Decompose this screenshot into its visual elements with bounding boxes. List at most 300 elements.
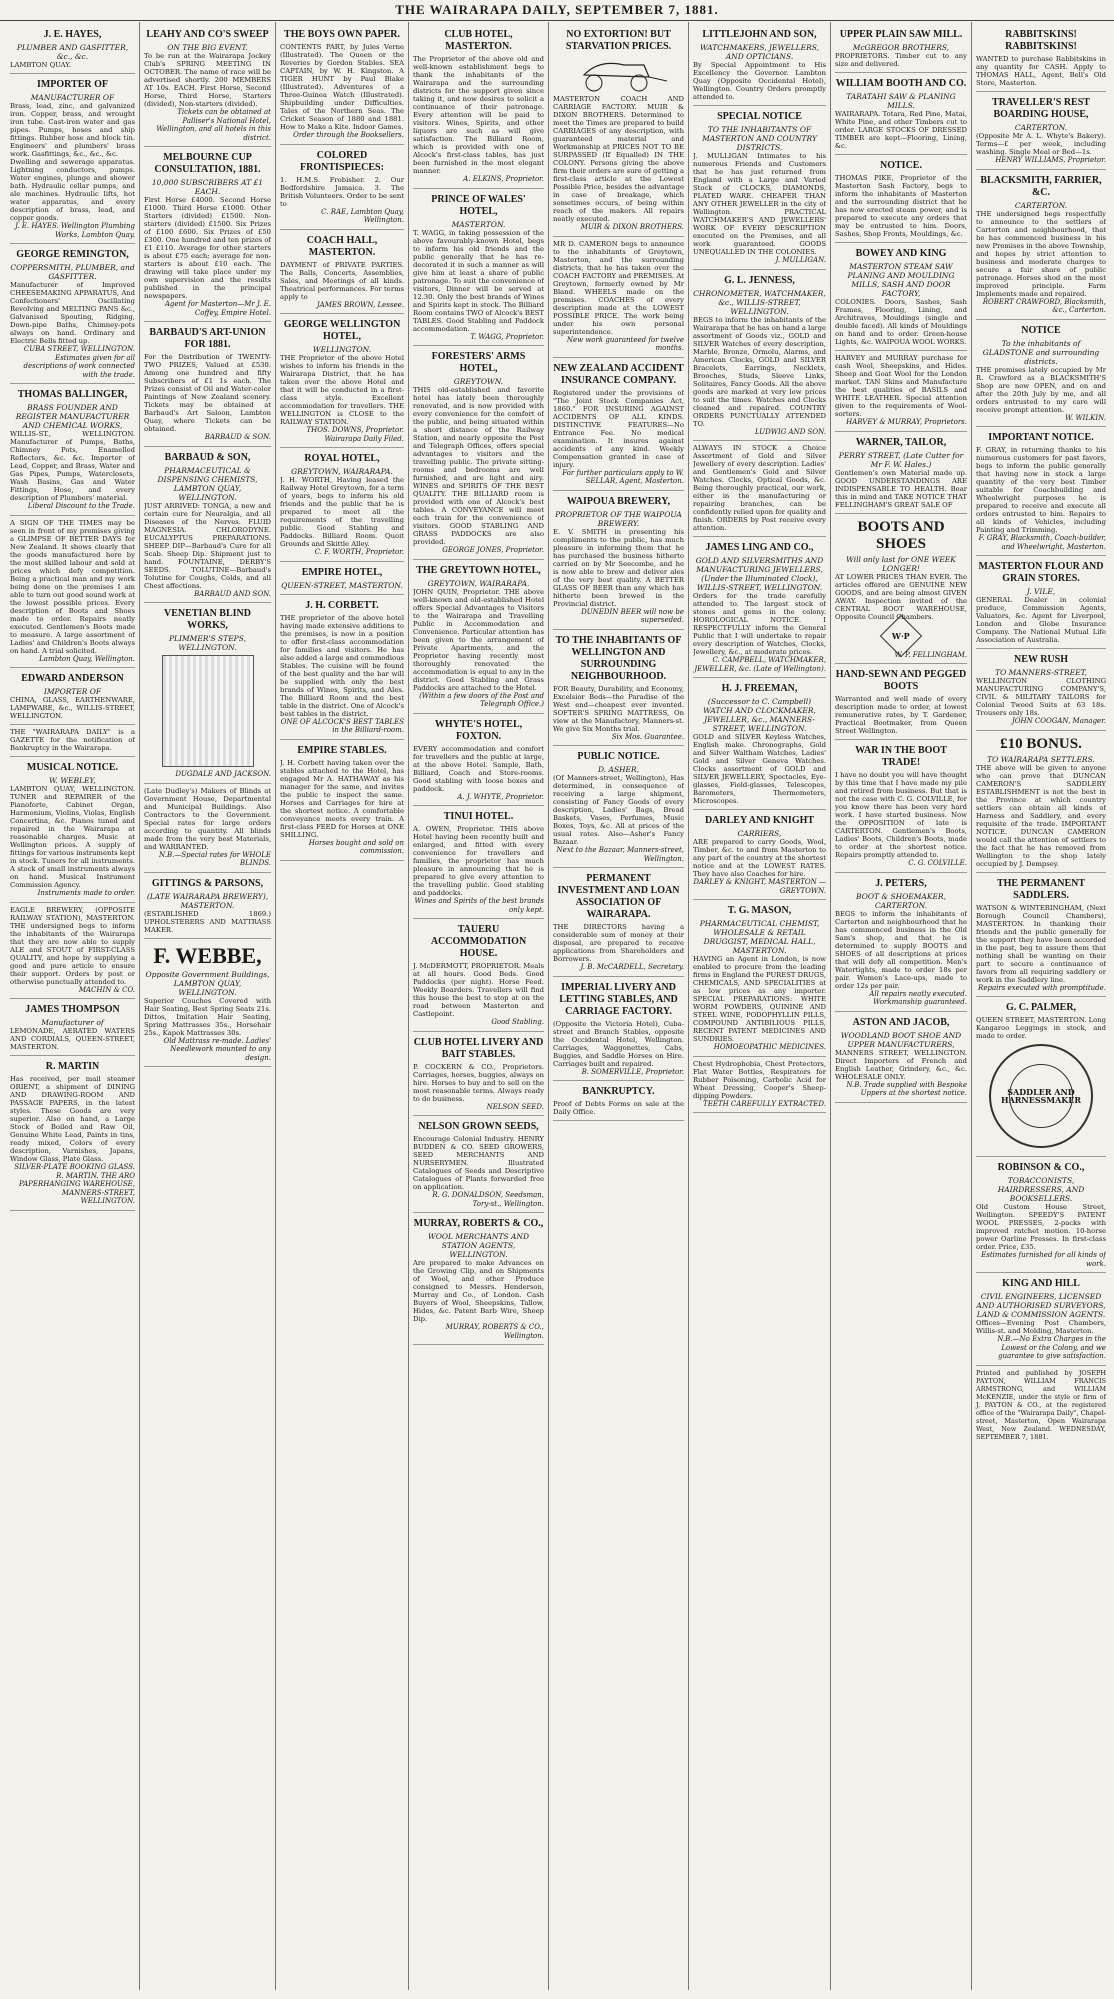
ad-subheading: COPPERSMITH, PLUMBER, and GASFITTER. xyxy=(10,263,135,281)
advertisement xyxy=(280,314,404,448)
advertisement xyxy=(413,1116,544,1213)
ad-subheading: GREYTOWN, WAIRARAPA. xyxy=(291,467,393,476)
ad-heading: EDWARD ANDERSON xyxy=(21,673,124,684)
advertisement xyxy=(280,24,404,145)
column-4 xyxy=(409,22,549,1990)
ad-signature: TEETH CAREFULLY EXTRACTED. xyxy=(703,1099,826,1108)
ad-signature: Wines and Spirits of the best brands only kept. xyxy=(414,897,544,914)
column-6 xyxy=(689,22,831,1990)
advertisement xyxy=(835,664,967,740)
ad-heading: BANKRUPTCY. xyxy=(582,1086,655,1097)
ad-signature: Liberal Discount to the Trade. xyxy=(27,502,135,510)
advertisement xyxy=(413,24,544,189)
ad-subheading: CARRIERS, xyxy=(737,829,782,838)
ad-body: THOMAS PIKE, Proprietor of the Masterton Sash Factory, begs to inform the inhabitants of Masterton and the surrounding district that he has now erected steam power, and is prepared to execute any orders that may be entrusted to him. Doors, Sashes, Shop Fronts, Mouldings, &c. xyxy=(835,174,967,238)
ad-heading: IMPORTER OF xyxy=(36,79,109,90)
ad-body: PROPRIETORS. Timber cut to any size and delivered. xyxy=(835,52,967,68)
ad-body: QUEEN STREET, MASTERTON. Long Kangaroo Leggings in stock, and made to order. xyxy=(976,1016,1106,1040)
ad-subheading: W. WEBLEY, xyxy=(49,776,96,785)
ad-heading: LEAHY AND CO'S SWEEP xyxy=(146,29,269,40)
ad-body: Gentlemen's own Material made up. GOOD UNDERSTANDINGS ARE INDISPENSABLE TO HEALTH. Bear this in mind and TAKE NOTICE THAT FELLINGHAM'S GREAT SALE OF xyxy=(835,468,967,509)
advertisement xyxy=(976,427,1106,556)
advertisement xyxy=(280,562,404,595)
ad-heading: VENETIAN BLIND WORKS, xyxy=(164,608,251,631)
ad-heading: G. C. PALMER, xyxy=(1005,1002,1077,1013)
ad-body: A SIGN OF THE TIMES may be seen in front of my premises giving a GLIMPSE OF BETTER DAYS for New Zealand. It shows clearly that the goods manufactured here by the most skilled labour and sold at prices which defy competition. Being a practical man and my work being done on the premises I am able to turn out good sound work at the lowest possible prices. Every description of Boots and Shoes made to order. Repairs neatly executed. Gentlemen's Boots made to measure. A large assortment of Ladies' and Children's Boots always on hand. A trial solicited. xyxy=(10,518,135,655)
ad-body: THE premises lately occupied by Mr R. Crawford as a BLACKSMITH'S Shop are now OPEN, and on and after the 20th July by me, and all orders entrusted to my care will receive prompt attention. xyxy=(976,365,1106,414)
advertisement xyxy=(976,320,1106,428)
ad-body: I have no doubt you will have thought by this time that I have made my pile and retired from business. But that is not the case with C. G. COLVILLE, for you know there has been very hard work. I have started business. Now the OPPOSITION of late is CARTERTON. Gentlemen's Boots, Ladies' Boots, Children's Boots, made to order at the shortest notice. Repairs promptly attended to. xyxy=(835,771,967,859)
ad-heading: TAUERU ACCOMMODATION HOUSE. xyxy=(430,924,527,959)
advertisement xyxy=(10,24,135,74)
ad-signature: JOHN COOGAN, Manager. xyxy=(1011,717,1106,725)
column-5 xyxy=(549,22,689,1990)
ad-signature: MUIR & DIXON BROTHERS. xyxy=(580,223,684,231)
ad-signature: W. P. FELLINGHAM. xyxy=(894,650,967,659)
advertisement xyxy=(976,997,1106,1157)
ad-body: P. COCKERN & CO., Proprietors. Carriages, horses, buggies, always on hire. Horses to buy and to sell on the most reasonable terms. Always ready to do business. xyxy=(413,1062,544,1103)
advertisement xyxy=(976,1273,1106,1366)
advertisement xyxy=(10,668,135,725)
ad-subheading: 10,000 SUBSCRIBERS AT £1 EACH. xyxy=(151,178,264,196)
ad-heading: £10 BONUS. xyxy=(1000,735,1082,752)
ad-signature: ROBERT CRAWFORD, Blacksmith, &c., Carterton. xyxy=(982,297,1106,314)
ad-subheading: TARATAHI SAW & PLANING MILLS. xyxy=(846,92,956,110)
ad-signature: All repairs neatly executed. Workmanship guaranteed. xyxy=(869,989,967,1006)
ad-subheading: PLIMMER'S STEPS, WELLINGTON. xyxy=(169,634,246,652)
ad-subheading: IMPORTER OF xyxy=(43,687,102,696)
advertisement xyxy=(10,999,135,1056)
advertisement xyxy=(280,448,404,562)
ad-heading: WAR IN THE BOOT TRADE! xyxy=(855,745,947,768)
advertisement xyxy=(144,873,271,939)
ad-signature: Old Mattrass re-made. Ladies' Needlework mounted to any design. xyxy=(163,1036,271,1062)
ad-heading: ASTON AND JACOB, xyxy=(852,1016,950,1028)
ad-heading: F. WEBBE, xyxy=(153,942,262,968)
advertisement xyxy=(144,784,271,873)
ad-body: EAGLE BREWERY, (OPPOSITE RAILWAY STATION), MASTERTON. THE undersigned begs to inform the inhabitants of the Wairarapa that they are now able to supply ALE and STOUT of FIRST-CLASS QUALITY, and hope by supplying a good and pure article to ensure their support. Orders by post or otherwise punctually attended to. xyxy=(10,905,135,986)
ad-signature: Order through the Booksellers. xyxy=(293,131,404,139)
advertisement xyxy=(693,106,826,270)
ad-signature: HARVEY & MURRAY, Proprietors. xyxy=(846,418,967,426)
ad-signature: N.B.—Special rates for WHOLE BLINDS. xyxy=(159,850,271,867)
ad-body: MANNERS STREET, WELLINGTON. Direct Importers of French and English Leather, Grindery, &c., &c. WHOLESALE ONLY. xyxy=(835,1048,967,1081)
advertisement xyxy=(835,351,967,432)
ad-signature: (Within a few doors of the Post and Telegraph Office.) xyxy=(419,691,544,708)
ad-subheading: CHRONOMETER, WATCHMAKER, &c., WILLIS-STREET, WELLINGTON. xyxy=(693,288,826,316)
column-8 xyxy=(972,22,1110,1990)
ad-body: 1. H.M.S. Frobisher. 2. Our Bedfordshire Jamaica. 3. The British Volunteers. Order to be sent to xyxy=(280,175,404,208)
ad-heading: IMPORTANT NOTICE. xyxy=(988,432,1094,443)
ad-body: A. OWEN, Proprietor. THIS above Hotel having been recently built and enlarged, and fitted with every convenience for travellers and families, the proprietor has much pleasure in announcing that he is prepared to give every attention to the travelling public. Good stabling and paddocks. xyxy=(413,825,544,897)
ad-subheading: PLUMBER AND GASFITTER, &c., &c. xyxy=(16,43,129,61)
ad-subheading: ON THE BIG EVENT. xyxy=(167,43,248,52)
ad-signature: SILVER-PLATE BOOKING GLASS. R. MARTIN. THE ARO PAPERHANGING WAREHOUSE, MANNERS-STREET, WELLINGTON. xyxy=(14,1163,135,1205)
ad-heading: GEORGE REMINGTON, xyxy=(16,249,129,260)
ad-body: Old Custom House Street, Wellington. SPEEDY'S PATENT WOOL PRESSES, 2-packs with improved ratchet motion. 10-horse power Oarline Presses. In first-class order. Price, £35. xyxy=(976,1203,1106,1251)
ad-signature: J. B. McCARDELL, Secretary. xyxy=(580,963,684,971)
ad-subheading: TO MANNERS-STREET, xyxy=(995,668,1087,677)
ad-heading: WHYTE'S HOTEL, FOXTON. xyxy=(434,718,523,742)
advertisement xyxy=(693,900,826,1057)
ad-body: Are prepared to make Advances on the Growing Clip, and on Shipments of Wool, and other Produce consigned to Messrs. Henderson, Murray and Co., of London. Cash Buyers of Wool, Sheepskins, Tallow, Hides, &c. Patent Barb Wire, Sheep Dip. xyxy=(413,1259,544,1323)
ad-body: (ESTABLISHED 1869.) UPHOLSTERERS AND MATTRASS MAKER. xyxy=(144,909,271,934)
advertisement xyxy=(553,237,684,358)
advertisement xyxy=(835,155,967,243)
ad-heading: KING AND HILL xyxy=(1002,1278,1080,1289)
ad-signature: C. F. WORTH, Proprietor. xyxy=(314,548,404,556)
ad-body: Superior Couches Covered with Hair Seating, Best Spring Seats 21s. Dittos, Imitation Hair Seating, Spring Mattrasses 35s., Horsehair 25s., Kapok Mattrasses 30s. xyxy=(144,996,271,1037)
ad-heading: THE BOYS OWN PAPER. xyxy=(284,29,400,40)
ad-heading: JAMES LING AND CO., xyxy=(705,542,814,553)
ad-body: MR D. CAMERON begs to announce to the inhabitants of Greytown, Masterton, and the surrounding districts, that he has taken over the COACH FACTORY and PREMISES. At Greytown, formerly owned by Mr Bland. WHEELS made on the premises. COACHES of every description made at the LOWEST POSSIBLE PRICE. The work being under his own personal superintendence. xyxy=(553,239,684,336)
ad-heading: FORESTERS' ARMS HOTEL, xyxy=(431,351,526,374)
ad-subheading: MANUFACTURER OF xyxy=(30,93,115,102)
advertisement xyxy=(280,740,404,861)
ad-heading: COLORED FRONTISPIECES: xyxy=(300,149,384,173)
ad-signature: A. J. WHYTE, Proprietor. xyxy=(457,792,544,801)
ad-signature: For further particulars apply to W. SELLAR, Agent, Masterton. xyxy=(562,468,684,485)
advertisement xyxy=(10,74,135,244)
advertisement xyxy=(553,1081,684,1121)
ad-body: J. McDERMOTT, PROPRIETOR. Meals at all hours. Good Beds. Good Paddocks (per night). Horse Feed. Weekly Boarders. Travellers will find this house the best to stop at on the road between Masterton and Castlepoint. xyxy=(413,962,544,1018)
advertisement xyxy=(413,560,544,714)
ad-body: (Late Dudley's) Makers of Blinds at Government House, Departmental and Municipal Buildings. Also Contractors to the Government. Special rates for large orders according to quantity. All blinds made from the very best Materials, and WARRANTED. xyxy=(144,786,271,851)
ad-heading: G. L. JENNESS, xyxy=(724,274,795,286)
ad-signature: W. WILKIN. xyxy=(1065,413,1106,422)
advertisement xyxy=(280,595,404,740)
advertisement xyxy=(976,649,1106,731)
ad-signature: Horses bought and sold on commission. xyxy=(308,838,404,855)
ad-body: Offices—Evening Post Chambers, Willis-st. and Molding, Masterton. xyxy=(976,1319,1106,1335)
ad-signature: R. G. DONALDSON, Seedsman, Tory-st., Wellington. xyxy=(432,1191,544,1208)
ad-body: BEGS to inform the inhabitants of Carterton and neighbourhood that he has commenced business in the Old Sam's shop, and that he is determined to supply BOOTS and SHOES of all descriptions at prices that will defy all competition. Men's Watertights, made to order 18s per pair. Women's Lace-ups, made to order 12s per pair. xyxy=(835,909,967,990)
advertisement xyxy=(144,603,271,784)
ad-heading: IMPERIAL LIVERY AND LETTING STABLES, AND CARRIAGE FACTORY. xyxy=(559,981,678,1017)
column-2 xyxy=(140,22,276,1990)
ad-body: THIS old-established and favorite hotel has lately been thoroughly renovated, and is now provided with every convenience for the comfort of the public, and being situated within a short distance of the Railway Station, and nearly opposite the Post and Telegraph Offices, offers special advantages to visitors and the travelling public. The private sitting-rooms and bedrooms are well furnished, and are light and airy. WINES and SPIRITS OF THE BEST QUALITY. THE BILLIARD room is provided with one of Alcock's best tables. A CONVEYANCE will meet each train for the convenience of visitors. GOOD STABLING AND GRASS PADDOCKS are also provided. xyxy=(413,386,544,546)
ad-heading: H. J. FREEMAN, xyxy=(721,683,798,694)
ad-body: WILLIS-ST., WELLINGTON. Manufacturer of Pumps, Baths, Chimney Pots, Enamelled Reflectors, &c. &c. Importer of Lead, Copper, and Brass, Water and Gas Pipes, Pumps, Waterclosets, Wash Basins, Gas and Water Fittings, Hose, and every description of Plumbers' material. xyxy=(10,430,135,502)
ad-heading: JAMES THOMPSON xyxy=(25,1004,120,1015)
ad-subheading: MASTERTON. xyxy=(451,219,506,229)
ad-heading: PUBLIC NOTICE. xyxy=(577,751,660,762)
ad-body: HAVING an Agent in London, is now enabled to procure from the leading firms in England the PUREST DRUGS, CHEMICALS, AND SPECIALITIES at as low prices as any importer. SPECIAL PREPARATIONS: WHITE WORM POWDERS, QUININE AND STEEL WINE, PODOPHYLLIN PILLS, COMPOUND ANTIBILIOUS PILLS, RECENT PATENT MEDICINES AND SUNDRIES. xyxy=(693,955,826,1043)
ad-body: LEMONADE, AERATED WATERS AND CORDIALS, QUEEN-STREET, MASTERTON. xyxy=(10,1027,135,1051)
ad-subheading: CARTERTON. xyxy=(1014,123,1068,132)
ad-subheading: To the inhabitants of GLADSTONE and surrounding districts. xyxy=(982,338,1100,366)
advertisement xyxy=(413,1032,544,1117)
ad-body: T. WAGG, in taking possession of the above favourably-known Hotel, begs to inform his old friends and the public generally that he has re-decorated it in such a manner as will give him at least a share of public patronage. To suit the convenience of visitors, Dinner will be served at 12.30. Only the best brands of Wines and Spirits kept in stock. The Billiard Room contains TWO of Alcock's BEST TABLES. Good Stabling and Paddock accommodation. xyxy=(413,228,544,333)
ad-signature: Estimates furnished for all kinds of work. xyxy=(981,1251,1106,1268)
ad-subheading: TO THE INHABITANTS OF MASTERTON AND COUNTRY DISTRICTS. xyxy=(702,125,817,152)
ad-body: HARVEY and MURRAY purchase for cash Wool, Sheepskins, and Hides. Sheep and Goat Wool for the London market. TAN Skins and Manufacture the best qualities of BASILS and WHITE LEATHER. Special attention given to the requirements of Wool-sorters. xyxy=(835,354,967,418)
ad-body: ALWAYS IN STOCK a Choice Assortment of Gold and Silver Jewellery of every description. Ladies' and Gentlemen's Gold and Silver Watches. Clocks, Optical Goods, &c. Being thoroughly practical, our work, either in the manufacturing or repairing branches, can be confidently relied upon for quality and finish. ORDERS by Post receive every attention. xyxy=(693,444,826,532)
advertisement xyxy=(835,740,967,873)
ad-heading: ROBINSON & CO., xyxy=(997,1162,1085,1173)
ad-heading: SPECIAL NOTICE xyxy=(717,111,802,122)
ad-signature: Instruments made to order. xyxy=(37,889,135,897)
advertisement xyxy=(144,939,271,1068)
ad-body: THE "WAIRARAPA DAILY" is a GAZETTE for the notification of Bankruptcy in the Wairarapa. xyxy=(10,728,135,752)
ad-body: Registered under the provisions of "The Joint Stock Companies Act, 1860." FOR INSURING AGAINST ACCIDENTS OF ALL KINDS. DISTINCTIVE FEATURES—No Entrance Fee. No medical examination. It insures against accidents of any kind. Weekly Compensation granted in case of injury. xyxy=(553,388,684,469)
ad-body: AT LOWER PRICES THAN EVER. The articles offered are GENUINE NEW GOODS, and are being almost GIVEN AWAY. Inspection invited of the CENTRAL BOOT WAREHOUSE, Opposite Council Chambers. xyxy=(835,572,967,621)
ad-body: MASTERTON COACH AND CARRIAGE FACTORY. MUIR & DIXON BROTHERS. Determined to meet the Times are prepared to build CARRIAGES of any description, with guaranteed material and Workmanship at PRICES NOT TO BE SURPASSED (If Equalled) IN THE COLONY. Persons giving the above firm their orders are sure of getting a first-class article at the Lowest Possible Price, besides the advantage in case of breakage, which sometimes occurs, of being within reach of the makers. All repairs neatly executed. xyxy=(553,95,684,223)
ad-body: Brass, lead, zinc, and galvanized iron. Copper, brass, and wrought iron tube. Cast-iron water and gas pipes. Pumps, hoses and ship fittings. Rubber hose and block tin. Engineers' and plumbers' brass work. Gasfittings, &c., &c., &c. xyxy=(10,102,135,158)
advertisement xyxy=(10,384,135,516)
ad-heading: NOTICE xyxy=(1021,324,1061,336)
ad-signature: N.B.—No Extra Charges in the Lowest or the Colony, and we guarantee to give satisfaction. xyxy=(997,1335,1106,1360)
trade-mark-emblem xyxy=(835,621,967,651)
ad-body: EVERY accommodation and comfort for travellers and the public at large, at the above Hotel. Sample, Bath, Billiard, Coach and Store-rooms. Good stabling with loose boxes and paddock. xyxy=(413,744,544,793)
ad-heading: NEW RUSH xyxy=(1014,654,1068,665)
advertisement xyxy=(835,73,967,155)
ad-body: THE undersigned begs respectfully to announce to the settlers of Carterton and neighbourhood, that he has commenced business in his new Premises in the above Township, and hopes by strict attention to business and moderate charges to secure a fair share of public patronage. Horses shod on the most improved principle. Farm Implements made and repaired. xyxy=(976,209,1106,298)
advertisement xyxy=(413,1213,544,1345)
advertisement xyxy=(553,977,684,1082)
ad-signature: C. RAE, Lambton Quay, Wellington. xyxy=(321,207,404,224)
imprint-footer: Printed and published by JOSEPH PAYTON, WILLIAM FRANCIS ARMSTRONG, and WILLIAM McKENZIE, under the style or firm of J. PAYTON & CO., at the registered office of the "Wairarapa Daily", Chapel-street, Masterton, Open Wairarapa West, New Zealand. WEDNESDAY, SEPTEMBER 7, 1881. xyxy=(976,1368,1106,1441)
ad-heading: THOMAS BALLINGER, xyxy=(17,389,128,400)
ad-signature: NELSON SEED. xyxy=(486,1102,544,1111)
ad-heading: MUSICAL NOTICE. xyxy=(26,762,119,773)
ad-signature: A. ELKINS, Proprietor. xyxy=(463,175,544,183)
ad-heading: BARBAUD'S ART-UNION FOR 1881. xyxy=(149,327,266,350)
ad-signature: CUBA STREET, WELLINGTON. Estimates given for all descriptions of work connected with the trade. xyxy=(23,345,135,379)
ad-heading: T. G. MASON, xyxy=(727,905,792,916)
ad-body: By Special Appointment to His Excellency the Governor. Lambton Quay (Opposite Occidental Hotel), Wellington. Country Orders promptly attended to. xyxy=(693,61,826,101)
ad-signature: MACHIN & CO. xyxy=(78,985,135,994)
ad-body: WANTED to purchase Rabbitskins in any quantity for CASH. Apply to THOMAS HALL, Agent, Bell's Old Store, Masterton. xyxy=(976,55,1106,87)
ad-signature: BARBAUD AND SON. xyxy=(194,589,271,598)
ad-body: CONTENTS PART, by Jules Verne (Illustrated). The Queen or the Reveries by Gordon Stables. SEA CAPTAIN, by W. H. Kingston. A TIGER HUNT by Paul Blake (Illustrated). Adventures of a Three-Guinea Watch (Illustrated). Shipbuilding under Difficulties. Tales of the Northern Seas. The Cricket Season of 1880 and 1881. How to Make a Kite. Indoor Games. xyxy=(280,43,404,131)
stamp-text: SADDLER AND HARNESSMAKER xyxy=(1009,1064,1073,1128)
ad-body: WATSON & WINTERINGHAM, (Next Borough Council Chambers), MASTERTON. In thanking their friends and the public generally for the support they have been accorded in the past, beg to assure them that nothing shall be wanting on their part to secure a continuance of favors from all requiring saddlery or work in the Saddlery line. xyxy=(976,903,1106,984)
ad-body: (Opposite the Victoria Hotel), Cuba-street and Branch Stables, opposite the Occidental Hotel, Wellington. Carriages, Waggonettes, Cabs, Buggies, and Saddle Horses on Hire. Carriages built and repaired. xyxy=(553,1019,684,1068)
ad-body: J. H. WORTH, Having leased the Railway Hotel Greytown, for a term of years, begs to inform his old friends and the public that he is prepared to meet all the requirements of the travelling public. Good Stabling and Paddocks. Billiard Room. Quoit Grounds and Skittle Alley. xyxy=(280,476,404,548)
ad-signature: F. GRAY, Blacksmith, Coach-builder, and Wheelwright, Masterton. xyxy=(978,534,1106,551)
ad-body: THE DIRECTORS having a considerable sum of money at their disposal, are prepared to receive applications from Shareholders and Borrowers. xyxy=(553,923,684,963)
ad-heading: J. H. CORBETT. xyxy=(305,599,379,611)
ad-body: F. GRAY, in returning thanks to his numerous customers for past favors, begs to inform the public generally that having now in stock a large quantity of the very best Timber suitable for Coachbuilding and Wheelwright purposes he is prepared to receive and execute all orders entrusted to him. Repairs to all kinds of Vehicles, including Painting and Trimming. xyxy=(976,446,1106,534)
ad-heading: UPPER PLAIN SAW MILL. xyxy=(839,29,963,40)
advertisement xyxy=(835,1012,967,1103)
ad-subheading: GREYTOWN. xyxy=(453,377,504,386)
ad-heading: EMPIRE HOTEL, xyxy=(301,566,383,578)
ad-heading: BARBAUD & SON, xyxy=(164,451,251,463)
ad-body: Orders for the trade carefully attended to. The largest stock of stones and gems in the colony. HOROLOGICAL NOTICE. I RESPECTFULLY inform the General Public that I will undertake to repair every description of Watches, Clocks, Jewellery, &c., at moderate prices. xyxy=(693,592,826,656)
ad-subheading: QUEEN-STREET, MASTERTON. xyxy=(281,580,403,590)
ad-signature: DUGDALE AND JACKSON. xyxy=(175,770,271,778)
ad-body: First Horse £4000. Second Horse £1000. Third Horse £1000. Other Starters (divided) £1500. Non-starters (divided) £1500. Six Prizes of £100 £600. Six Prizes of £50 £300. One hundred and ten prizes of £1 £110. Average for other starters is about £75 each; average for non-starters is about £10 each. The drawing will take place under my own supervision and the results published in the principal newspapers. xyxy=(144,196,271,300)
advertisement xyxy=(553,358,684,491)
ad-signature: Six Mos. Guarantee. xyxy=(611,732,684,741)
ad-body: (Opposite Mr A. L. Whyte's Bakery). Terms—£ per week, including washing. Single Meal or Bed—1s. xyxy=(976,132,1106,156)
advertisement xyxy=(553,868,684,977)
ad-body: BEGS to inform the inhabitants of the Wairarapa that he has on hand a large assortment of Goods viz., GOLD and SILVER Watches of every description, Marble, Bronze, Ormolu, Alarms, and American Clocks, GOLD and SILVER Bracelets, Earrings, Necklets, Brooches, Studs, Sleeve Links, Solitaires, Fancy Goods. All the above goods are marked at very low prices to suit the times. Watches and Clocks cleaned and repaired. COUNTRY ORDERS PUNCTUALLY ATTENDED TO. xyxy=(693,315,826,428)
ad-subheading: Opposite Government Buildings, LAMBTON QUAY, WELLINGTON. xyxy=(145,969,270,997)
ad-heading: BOWEY AND KING xyxy=(855,248,947,259)
ad-subheading: WOOL MERCHANTS AND STATION AGENTS, WELLINGTON. xyxy=(428,1232,529,1259)
ad-heading: NELSON GROWN SEEDS, xyxy=(418,1121,539,1132)
ad-subheading: (LATE WAIRARAPA BREWERY), MASTERTON. xyxy=(146,891,269,910)
ad-body: Has received, per mail steamer ORIENT, a shipment of DINING AND DRAWING-ROOM AND PASSAGE PAPERS, in the latest styles. These Goods are very superior. Also on hand, a Large Stock of Boiled and Raw Oil, Genuine White Lead, Paints in tins, ready mixed, Colors of every description, Varnishes, Japans, Window Glass, Plate Glass. xyxy=(10,1075,135,1163)
advertisement xyxy=(835,24,967,73)
advertisement xyxy=(835,243,967,351)
ad-subheading: Will only last for ONE WEEK LONGER! xyxy=(846,554,956,573)
advertisement xyxy=(144,447,271,604)
ad-signature: J. MULLIGAN. xyxy=(775,256,826,264)
ad-signature: BARBAUD & SON. xyxy=(204,433,271,441)
advertisement xyxy=(553,24,684,237)
ad-heading: EMPIRE STABLES. xyxy=(297,744,387,756)
advertisement xyxy=(280,230,404,315)
ad-heading: WAIPOUA BREWERY, xyxy=(566,495,671,507)
ad-body: GOLD and SILVER Keyless Watches, English make. Chronographs, Gold and Silver Waltham Watches, Ladies' Gold and Silver Geneva Watches. Clocks assortment of GOLD and SILVER JEWELLERY, Spectacles, Eye-glasses, Field-glasses, Telescopes, Barometers, Thermometers, Microscopes. xyxy=(693,733,826,805)
ad-signature: Lambton Quay, Wellington. xyxy=(39,654,135,663)
ad-heading: TO THE INHABITANTS OF WELLINGTON AND SURROUNDING NEIGHBOURHOOD. xyxy=(555,634,682,682)
ad-body: Dwelling and sewerage apparatus. Lightning conductors, pumps. Water engines, plunge and shower bath. Hydraulic cellar pumps, and ale machines. Hydraulic lifts, hot water apparatus, and every description of brass, lead, and copper goods. xyxy=(10,158,135,222)
ad-signature: T. WAGG, Proprietor. xyxy=(470,332,544,341)
ad-heading: BLACKSMITH, FARRIER, &C. xyxy=(980,174,1102,198)
advertisement xyxy=(413,806,544,919)
ad-subheading: PERRY STREET, (Late Cutter for Mr F. W. Hales.) xyxy=(838,450,964,469)
advertisement xyxy=(10,1056,135,1211)
advertisement xyxy=(144,322,271,447)
ad-heading: ROYAL HOTEL, xyxy=(304,453,380,464)
ad-heading: NOTICE. xyxy=(880,160,922,171)
advertisement xyxy=(413,189,544,347)
ad-heading: THE PERMANENT SADDLERS. xyxy=(996,877,1086,901)
ad-subheading: (Successor to C. Campbell) WATCH AND CLOCKMAKER, JEWELLER, &c., MANNERS-STREET, WELLINGTON. xyxy=(703,697,816,733)
ad-signature: Next to the Bazaar, Manners-street, Wellington. xyxy=(556,846,684,863)
ad-signature: C. CAMPBELL, WATCHMAKER, JEWELLER, &c. (Late of Wellington). xyxy=(694,656,826,673)
ad-body: Manufacturer of Improved CHEESEMAKING APPARATUS, And Confectioners' Oscillating Revolving and MELTING PANS &c., Galvanised Spouting, Ridging, Down-pipe Baths, Chimney-pots always on hand. Ordinary and Electric Bells fitted up. xyxy=(10,281,135,345)
ad-body: Warranted and well made of every description made to order, at lowest remunerative rates, by T. Gardener, Practical Bootmaker, from Queen Street Wellington. xyxy=(835,695,967,735)
ad-heading: WILLIAM BOOTH AND CO. xyxy=(835,78,967,89)
ad-signature: DARLEY & KNIGHT, MASTERTON — GREYTOWN. xyxy=(693,878,826,895)
ad-heading: MURRAY, ROBERTS & CO., xyxy=(413,1218,544,1229)
ad-heading: GITTINGS & PARSONS, xyxy=(151,877,264,889)
ad-signature: ONE OF ALCOCK'S BEST TABLES in the Billiard-room. xyxy=(280,717,404,734)
ad-subheading: BRASS FOUNDER AND REGISTER MANUFACTURER AND CHEMICAL WORKS, xyxy=(15,403,130,430)
advertisement xyxy=(10,903,135,1000)
ad-signature: C. G. COLVILLE. xyxy=(908,859,967,867)
trade-mark-initials: W·P xyxy=(892,630,910,641)
ad-body: J. H. Corbett having taken over the stables attached to the Hotel, has engaged Mr A. HATHAWAY as his manager for the same, and invites the public to inspect the same. Horses and Carriages for hire at the shortest notice. A comfortable conveyance meets every train. A first-class FEED for Horses at ONE SHILLING. xyxy=(280,758,404,839)
advertisement xyxy=(553,491,684,630)
ad-heading: COACH HALL, MASTERTON. xyxy=(306,234,378,258)
advertisement xyxy=(693,810,826,900)
ad-body: To be run at the Wairarapa Jockey Club's SPRING MEETING IN OCTOBER. The name of race will be advertised shortly. 200 MEMBERS AT 10s. EACH. First Horse, Second Horse, Third Horse, Starters (divided), Non-starters (divided). xyxy=(144,52,271,108)
ad-signature: Repairs executed with promptitude. xyxy=(978,983,1106,992)
ad-subheading: TO WAIRARAPA SETTLERS. xyxy=(987,754,1095,764)
ad-signature: DUNEDIN BEER will now be superseded. xyxy=(581,607,684,624)
advertisement xyxy=(693,24,826,106)
ad-body: LAMBTON QUAY, WELLINGTON. TUNER and REPAIRER of the Pianoforte, Cabinet Organ, Harmonium, Violins, Violas, English Concertina, &c. Pianos tuned and repaired in the Wairarapa at reasonable charges. Music at Wellington prices. A supply of fittings for various instruments kept in stock. Tuners for all instruments. A stock of small instruments always on hand. Musical Instrument Commission Agency. xyxy=(10,785,135,889)
ad-subheading: MASTERTON STEAM SAW PLANING AND MOULDING MILLS, SASH AND DOOR FACTORY, xyxy=(847,262,955,298)
ad-heading: THE GREYTOWN HOTEL, xyxy=(416,564,541,576)
ad-signature: Tickets can be obtained at Palliser's National Hotel, Wellington, and all hotels in this district. xyxy=(156,108,271,142)
ad-subheading: WATCHMAKERS, JEWELLERS, AND OPTICIANS. xyxy=(699,43,820,61)
ad-body: FOR Beauty, Durability, and Economy, Excelsior Beds—the Paradise of the West end—cheapest ever invented. SOFTER'S SPRING MATTRESS, On view at the Manufactory, Manners-st. We give Six Months trial. xyxy=(553,684,684,733)
advertisement xyxy=(976,92,1106,170)
ad-subheading: WELLINGTON. xyxy=(312,345,372,354)
saddler-stamp-emblem xyxy=(989,1044,1093,1148)
columns xyxy=(6,22,1110,1990)
ad-heading: NO EXTORTION! BUT STARVATION PRICES. xyxy=(565,29,672,52)
ad-signature: HENRY WILLIAMS, Proprietor. xyxy=(995,156,1106,164)
ad-heading: R. MARTIN xyxy=(45,1061,100,1072)
ad-heading: J. E. HAYES, xyxy=(43,29,102,40)
ad-subheading: PROPRIETOR OF THE WAIPOUA BREWERY. xyxy=(555,509,682,528)
ad-heading: TINUI HOTEL. xyxy=(443,811,514,822)
ad-subheading: McGREGOR BROTHERS, xyxy=(852,43,950,52)
ad-body: For the Distribution of TWENTY-TWO PRIZES, Valued at £530. Among one hundred and fifty Subscribers of £1 1s each. The Prizes consist of Oil and Water-color Paintings of New Zealand scenery. Tickets may be obtained at Barbaud's Art Saloon, Lambton Quay, where Tickets can be obtained. xyxy=(144,353,271,433)
column-7 xyxy=(831,22,972,1990)
ad-subheading: CARTERTON. xyxy=(1014,200,1068,210)
ad-subheading: CIVIL ENGINEERS, LICENSED AND AUTHORISED SURVEYORS, LAND & COMMISSION AGENTS. xyxy=(976,1292,1106,1319)
ad-heading: BOOTS AND SHOES xyxy=(857,518,945,552)
advertisement xyxy=(693,1057,826,1114)
ad-signature: New work guaranteed for twelve months. xyxy=(566,335,684,352)
advertisement xyxy=(976,1157,1106,1273)
ad-subheading: PHARMACEUTICAL & DISPENSING CHEMISTS, LAMBTON QUAY, WELLINGTON. xyxy=(157,465,258,502)
ad-body: J. MULLIGAN Intimates to his numerous Friends and Customers that he has just returned from England with a Large and Varied Stock of CLOCKS, DIAMONDS, PLATED WARE. CHEAPER THAN ANY OTHER JEWELLER in the city of Wellington. PRACTICAL WATCHMAKER'S AND JEWELLERS' WORK OF EVERY DESCRIPTION executed on the Premises, and all work guaranteed. GOODS UNEQUALLED IN THE COLONIES. xyxy=(693,152,826,256)
ad-body: COLONIES. Doors, Sashes, Sash Frames, Flooring, Lining, and Architraves, Mouldings (single and double faced). All kinds of Mouldings on hand and to order. Green-house Lights, &c. WAIPOUA WOOL WORKS. xyxy=(835,298,967,346)
ad-signature: THOS. DOWNS, Proprietor. Wairarapa Daily Filed. xyxy=(306,426,404,443)
ad-signature: MURRAY, ROBERTS & CO., Wellington. xyxy=(445,1323,544,1340)
ad-body: JUST ARRIVED: TONGA, a new and certain cure for Neuralgia, and all Diseases of the Nerves. FLUID MAGNESIA. CHLORODYNE. EUCALYPTUS PREPARATIONS. SHEEP DIP—Barbaud's Cure for all Scab. Sheep Dip. Shipment just to hand. FOUNTAINE, DERBY'S SEEDS. TOLUTINE—Barbaud's Tolutine for Coughs, Colds, and all Chest affections. xyxy=(144,501,271,590)
ad-signature: J. E. HAYES. Wellington Plumbing Works, Lambton Quay. xyxy=(15,222,135,239)
ad-body: CHINA, GLASS, EARTHENWARE, LAMPWARE, &c., WILLIS-STREET, WELLINGTON. xyxy=(10,696,135,720)
ad-heading: HAND-SEWN AND PEGGED BOOTS xyxy=(835,669,967,692)
advertisement xyxy=(976,873,1106,998)
venetian-blind-illustration xyxy=(162,655,254,767)
ad-subheading: Manufacturer of xyxy=(41,1018,104,1027)
ad-body: LAMBTON QUAY. xyxy=(10,61,72,69)
ad-heading: J. PETERS, xyxy=(875,877,927,889)
ad-signature: HOMOEOPATHIC MEDICINES. xyxy=(713,1043,826,1051)
advertisement xyxy=(10,244,135,384)
ad-body: Encourage Colonial Industry. HENRY BUDDEN & CO. SEED GROWERS, SEED MERCHANTS AND NURSERYMEN. Illustrated Catalogues of Seeds and Descriptive Catalogues of Plants forwarded free on application. xyxy=(413,1135,544,1191)
ad-heading: PERMANENT INVESTMENT AND LOAN ASSOCIATION OF WAIRARAPA. xyxy=(557,873,680,920)
advertisement xyxy=(280,145,404,230)
advertisement xyxy=(413,919,544,1032)
ad-subheading: WOODLAND BOOT SHOE AND UPPER MANUFACTURERS, xyxy=(840,1030,962,1049)
ad-signature: Good Stabling. xyxy=(491,1018,544,1026)
advertisement xyxy=(976,731,1106,873)
ad-signature: LUDWIG AND SON. xyxy=(754,427,826,436)
advertisement xyxy=(553,746,684,868)
advertisement xyxy=(976,170,1106,320)
ad-body: E. V. SMITH in presenting his compliments to the public, has much pleasure in informing them that he has purchased the business hitherto carried on by Mr Seecombe, and he is now able to brew and deliver ales of the very best quality. A BETTER GLASS OF BEER than any which has hitherto been brewed in the Provincial district. xyxy=(553,527,684,608)
ad-subheading: J. VILE, xyxy=(1026,587,1056,596)
ad-body: ARE prepared to carry Goods, Wool, Timber, &c. to and from Masterton to any part of the country at the shortest notice and at the LOWEST RATES. They have also Coaches for hire. xyxy=(693,838,826,878)
ad-heading: TRAVELLER'S REST BOARDING HOUSE, xyxy=(992,97,1090,120)
ad-heading: MASTERTON FLOUR AND GRAIN STORES. xyxy=(978,561,1104,584)
advertisement xyxy=(976,24,1106,92)
ad-signature: N.B. Trade supplied with Bespoke Uppers at the shortest notice. xyxy=(846,1080,967,1097)
ad-heading: MELBOURNE CUP CONSULTATION, 1881. xyxy=(154,152,261,175)
ad-body: WAIRARAPA. Totara, Red Pine, Matai, White Pine, and other Timbers cut to order. LARGE STOCKS OF DRESSED TIMBER are kept—Flooring, Lining, &c. xyxy=(835,110,967,150)
ad-subheading: GOLD AND SILVERSMITHS AND MANUFACTURING JEWELLERS, (Under the Illuminated Clock), WILLIS-STREET, WELLINGTON. xyxy=(695,556,824,592)
advertisement xyxy=(835,514,967,665)
advertisement xyxy=(144,147,271,322)
ad-signature: B. SOMERVILLE, Proprietor. xyxy=(581,1067,684,1076)
ad-body: THE proprietor of the above hotel having made extensive additions to the premises, is now in a position to offer first-class accommodation for families and visitors. He has also added a large and commodious Stables. The cuisine will be found of the best quality and the bar will be supplied with only the best brands of Wines, Spirits, and Ales. The Billiard Room and the best table in the district. One of Alcock's best tables in the district. xyxy=(280,613,404,718)
advertisement xyxy=(976,556,1106,649)
